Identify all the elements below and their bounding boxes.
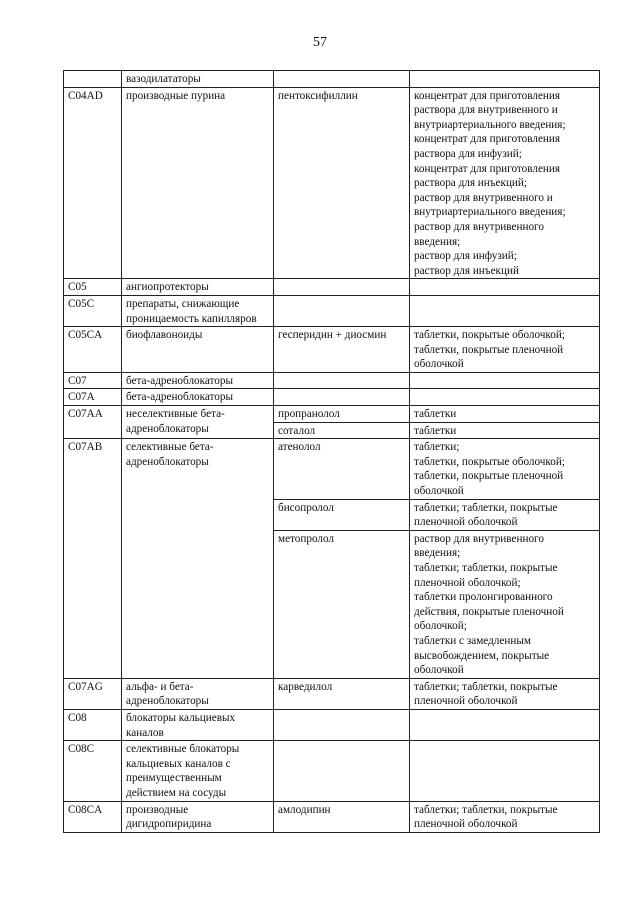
anatomical-therapeutic-group-cell: блокаторы кальциевых каналов xyxy=(122,709,274,740)
table-row xyxy=(64,389,600,406)
dosage-form-line: таблетки, покрытые оболочкой; xyxy=(414,329,565,342)
atc-code-cell: C05CA xyxy=(64,327,122,373)
dosage-form-line: таблетки, покрытые пленочной xyxy=(414,343,564,356)
drug-name-cell xyxy=(274,295,410,326)
atc-code-cell: C04AD xyxy=(64,87,122,279)
dosage-form-line: таблетки xyxy=(414,424,457,437)
dosage-form-cell xyxy=(410,295,600,326)
table-row xyxy=(64,372,600,389)
dosage-form-cell xyxy=(410,279,600,296)
dosage-form-cell xyxy=(410,372,600,389)
dosage-form-line: пленочной оболочкой xyxy=(414,818,518,831)
dosage-form-line: раствор для инъекций xyxy=(414,264,519,277)
anatomical-therapeutic-group-cell: альфа- и бета-адреноблокаторы xyxy=(122,678,274,709)
drug-name-cell: пропранолол xyxy=(274,406,410,423)
table-row xyxy=(64,406,600,423)
atc-code-cell: C07A xyxy=(64,389,122,406)
dosage-form-line: таблетки, покрытые пленочной xyxy=(414,470,564,483)
atc-code-cell: C07AG xyxy=(64,678,122,709)
dosage-form-line: таблетки; таблетки, покрытые xyxy=(414,803,558,816)
anatomical-therapeutic-group-cell: бета-адреноблокаторы xyxy=(122,389,274,406)
dosage-form-cell xyxy=(410,741,600,801)
dosage-form-line: внутриартериального введения; xyxy=(414,206,566,219)
dosage-form-line: раствора для внутривенного и xyxy=(414,104,558,117)
dosage-form-line: пленочной оболочкой xyxy=(414,516,518,529)
atc-code-cell: C05C xyxy=(64,295,122,326)
table-row xyxy=(64,279,600,296)
anatomical-therapeutic-group-cell: вазодилататоры xyxy=(122,71,274,88)
dosage-form-line: концентрат для приготовления xyxy=(414,162,561,175)
drug-name-cell: метопролол xyxy=(274,530,410,678)
drug-name-cell xyxy=(274,389,410,406)
dosage-form-cell xyxy=(410,422,600,439)
table-row xyxy=(64,709,600,740)
dosage-form-line: концентрат для приготовления xyxy=(414,89,561,102)
table-row xyxy=(64,295,600,326)
dosage-form-line: концентрат для приготовления xyxy=(414,133,561,146)
atc-code-cell: C08C xyxy=(64,741,122,801)
drug-name-cell: пентоксифиллин xyxy=(274,87,410,279)
anatomical-therapeutic-group-cell: селективные блокаторы кальциевых каналов с преимущественным действием на сосуды xyxy=(122,741,274,801)
dosage-form-line: раствора для инъекций; xyxy=(414,177,528,190)
dosage-form-cell xyxy=(410,439,600,499)
drug-name-cell: атенолол xyxy=(274,439,410,499)
dosage-form-line: таблетки пролонгированного xyxy=(414,591,553,604)
dosage-form-line: внутриартериального введения; xyxy=(414,118,566,131)
dosage-form-line: раствор для внутривенного xyxy=(414,220,544,233)
anatomical-therapeutic-group-cell: производные пурина xyxy=(122,87,274,279)
dosage-form-cell xyxy=(410,87,600,279)
table-row xyxy=(64,741,600,801)
dosage-form-line: оболочкой xyxy=(414,664,464,677)
anatomical-therapeutic-group-cell: неселективные бета-адреноблокаторы xyxy=(122,406,274,439)
anatomical-therapeutic-group-cell: препараты, снижающие проницаемость капилляров xyxy=(122,295,274,326)
anatomical-therapeutic-group-cell: биофлавоноиды xyxy=(122,327,274,373)
atc-code-cell: C08CA xyxy=(64,801,122,832)
table-row xyxy=(64,678,600,709)
dosage-form-line: раствора для инфузий; xyxy=(414,147,522,160)
dosage-form-cell xyxy=(410,406,600,423)
dosage-form-line: таблетки; таблетки, покрытые xyxy=(414,562,558,574)
dosage-form-line: раствор для внутривенного и xyxy=(414,191,553,204)
atc-code-cell: C05 xyxy=(64,279,122,296)
dosage-form-cell xyxy=(410,678,600,709)
atc-code-cell: C08 xyxy=(64,709,122,740)
drug-table-body xyxy=(64,71,600,833)
page-number: 57 xyxy=(313,35,327,50)
dosage-form-line: введения; xyxy=(414,547,461,560)
drug-name-cell: амлодипин xyxy=(274,801,410,832)
dosage-form-line: введения; xyxy=(414,235,461,248)
atc-code-cell: C07AB xyxy=(64,439,122,679)
dosage-form-line: раствор для внутривенного xyxy=(414,532,544,545)
drug-name-cell xyxy=(274,71,410,88)
dosage-form-line: раствор для инфузий; xyxy=(414,250,517,263)
dosage-form-line: действия, покрытые пленочной xyxy=(414,605,564,618)
drug-table xyxy=(63,70,600,833)
dosage-form-cell xyxy=(410,709,600,740)
table-row xyxy=(64,327,600,373)
drug-name-cell xyxy=(274,372,410,389)
dosage-form-line: таблетки; xyxy=(414,441,460,454)
dosage-form-line: таблетки xyxy=(414,408,457,421)
drug-name-cell: карведилол xyxy=(274,678,410,709)
anatomical-therapeutic-group-cell: ангиопротекторы xyxy=(122,279,274,296)
drug-name-cell xyxy=(274,279,410,296)
dosage-form-cell xyxy=(410,801,600,832)
table-row xyxy=(64,87,600,279)
drug-name-cell: соталол xyxy=(274,422,410,439)
dosage-form-line: таблетки с замедленным xyxy=(414,634,531,647)
dosage-form-line: таблетки; таблетки, покрытые xyxy=(414,501,558,514)
atc-code-cell xyxy=(64,71,122,88)
anatomical-therapeutic-group-cell: бета-адреноблокаторы xyxy=(122,372,274,389)
table-row xyxy=(64,439,600,499)
drug-name-cell xyxy=(274,741,410,801)
atc-code-cell: C07 xyxy=(64,372,122,389)
atc-code-cell: C07AA xyxy=(64,406,122,439)
anatomical-therapeutic-group-cell: производные дигидропиридина xyxy=(122,801,274,832)
drug-name-cell xyxy=(274,709,410,740)
dosage-form-line: высвобождением, покрытые xyxy=(414,649,550,662)
dosage-form-line: пленочной оболочкой xyxy=(414,695,518,708)
dosage-form-cell xyxy=(410,389,600,406)
drug-name-cell: бисопролол xyxy=(274,499,410,530)
table-row xyxy=(64,71,600,88)
dosage-form-line: оболочкой xyxy=(414,485,464,498)
dosage-form-line: оболочкой; xyxy=(414,620,467,633)
dosage-form-cell xyxy=(410,530,600,678)
dosage-form-line: пленочной оболочкой; xyxy=(414,576,521,589)
dosage-form-line: таблетки; таблетки, покрытые xyxy=(414,680,558,693)
dosage-form-cell xyxy=(410,327,600,373)
anatomical-therapeutic-group-cell: селективные бета-адреноблокаторы xyxy=(122,439,274,679)
dosage-form-line: оболочкой xyxy=(414,358,464,371)
dosage-form-cell xyxy=(410,71,600,88)
dosage-form-cell xyxy=(410,499,600,530)
table-row xyxy=(64,801,600,832)
drug-name-cell: гесперидин + диосмин xyxy=(274,327,410,373)
dosage-form-line: таблетки, покрытые оболочкой; xyxy=(414,455,565,468)
